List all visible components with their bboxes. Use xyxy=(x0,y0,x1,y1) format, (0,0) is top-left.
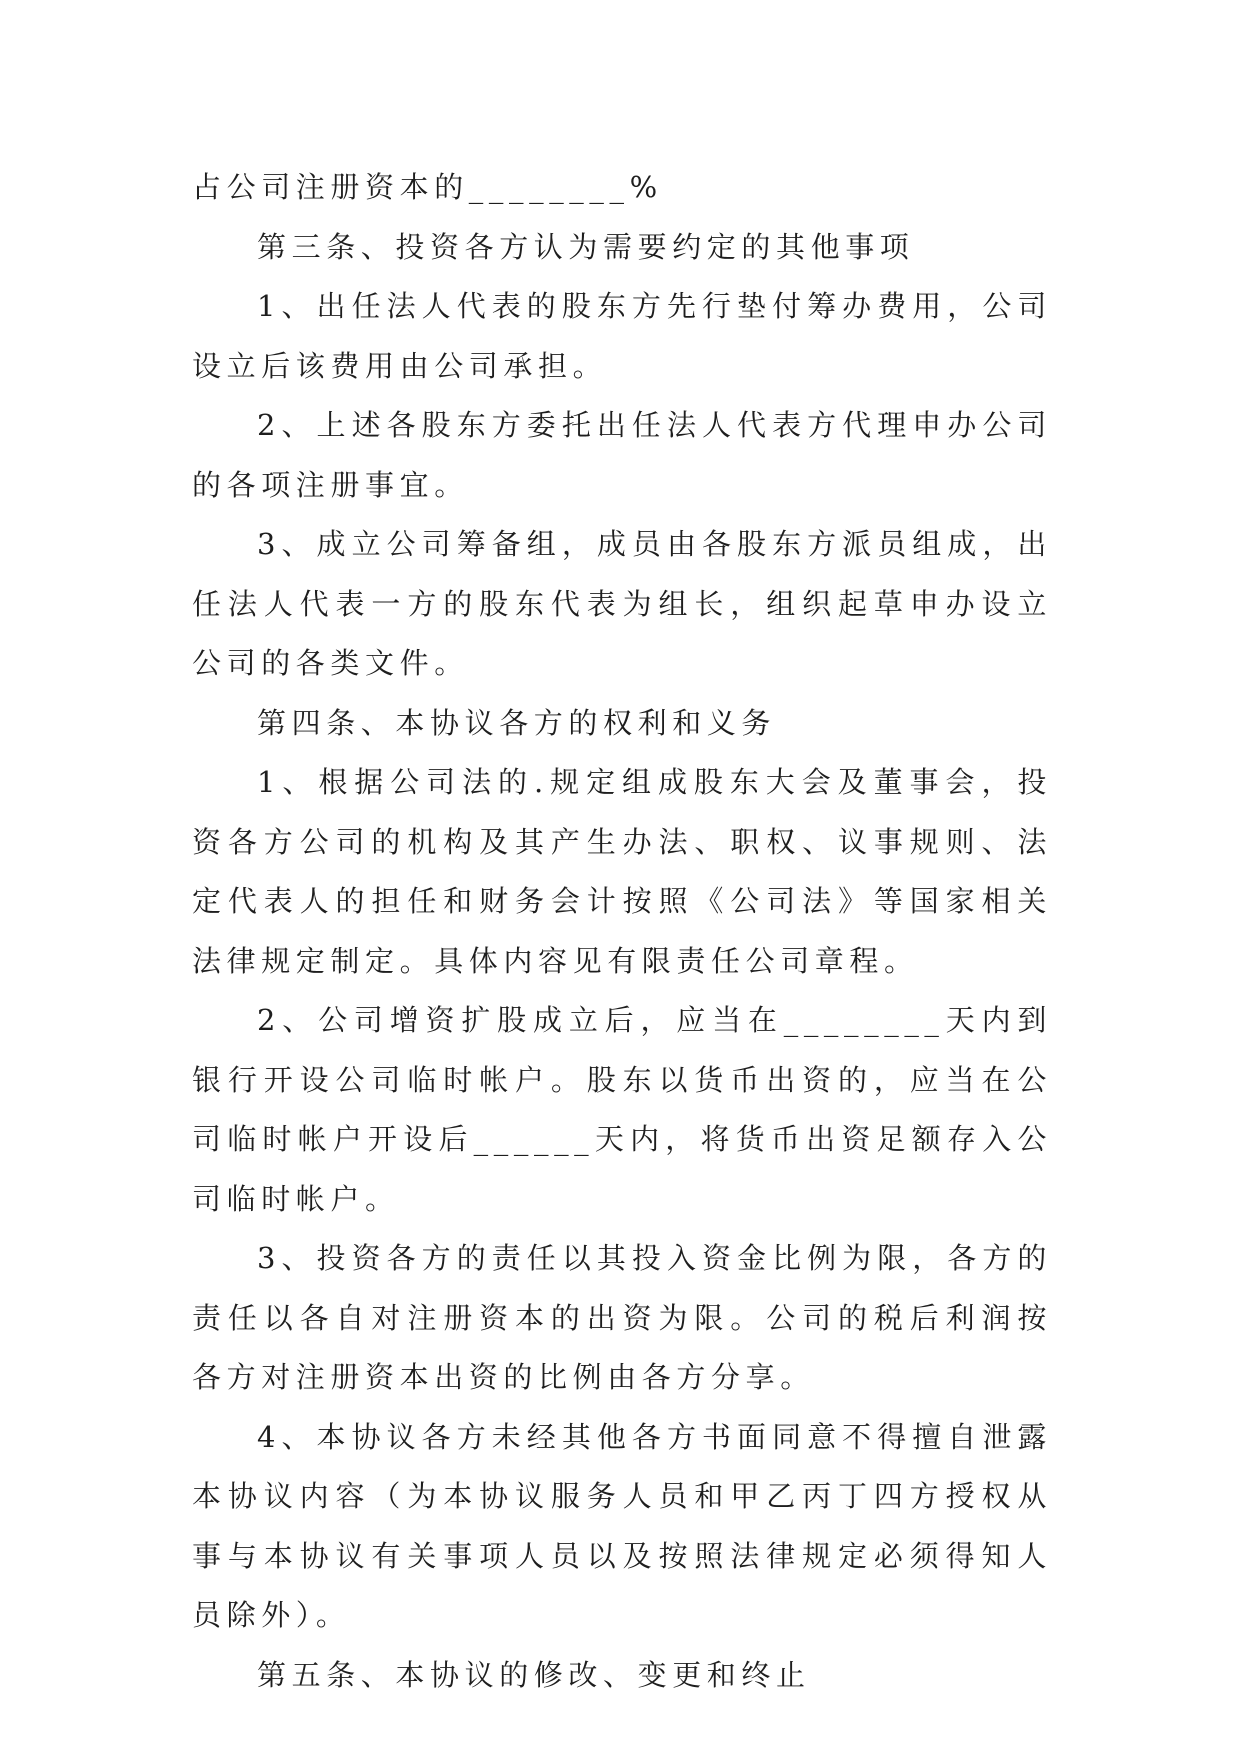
heading-article-3: 第三条、投资各方认为需要约定的其他事项 xyxy=(257,229,915,264)
paragraph-article-4-item-4: 4、本协议各方未经其他各方书面同意不得擅自泄露本协议内容（为本协议服务人员和甲乙丙丁四方授权从事与本协议有关事项人员以及按照法律规定必须得知人员除外）。 xyxy=(192,1419,1052,1632)
paragraph-share-ratio: 占公司注册资本的________% xyxy=(192,170,663,204)
paragraph-article-3-item-2: 2、上述各股东方委托出任法人代表方代理申办公司的各项注册事宜。 xyxy=(192,408,1052,502)
document-body xyxy=(192,158,1052,1705)
paragraph-article-3-item-1: 1、出任法人代表的股东方先行垫付筹办费用，公司设立后该费用由公司承担。 xyxy=(192,289,1052,383)
paragraph-article-4-item-1: 1、根据公司法的.规定组成股东大会及董事会，投资各方公司的机构及其产生办法、职权、议事规则、法定代表人的担任和财务会计按照《公司法》等国家相关法律规定制定。具体内容见有限责任公司章程。 xyxy=(192,765,1052,978)
paragraph-article-4-item-3: 3、投资各方的责任以其投入资金比例为限，各方的责任以各自对注册资本的出资为限。公司的税后利润按各方对注册资本出资的比例由各方分享。 xyxy=(192,1241,1052,1394)
heading-article-5: 第五条、本协议的修改、变更和终止 xyxy=(257,1657,811,1692)
paragraph-article-4-item-2: 2、公司增资扩股成立后，应当在________天内到银行开设公司临时帐户。股东以货币出资的，应当在公司临时帐户开设后______天内，将货币出资足额存入公司临时帐户。 xyxy=(192,1003,1052,1216)
paragraph-article-3-item-3: 3、成立公司筹备组，成员由各股东方派员组成，出任法人代表一方的股东代表为组长，组织起草申办设立公司的各类文件。 xyxy=(192,527,1052,680)
heading-article-4: 第四条、本协议各方的权利和义务 xyxy=(257,705,777,740)
